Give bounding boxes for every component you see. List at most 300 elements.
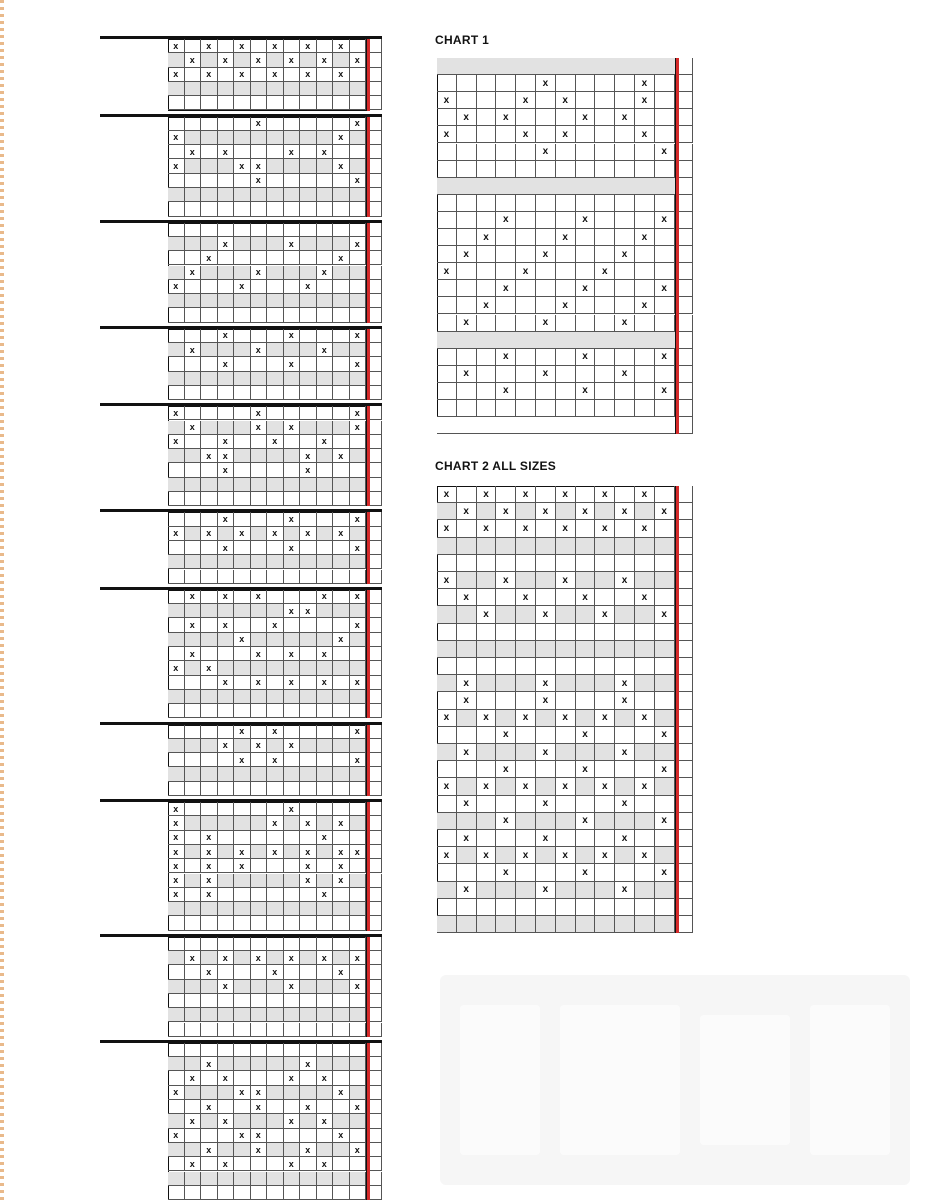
stitch-cell <box>234 202 251 216</box>
stitch-cell <box>615 761 635 778</box>
stitch-cell <box>516 246 536 263</box>
stitch-cell <box>516 366 536 383</box>
stitch-cell <box>201 1129 218 1143</box>
stitch-cell <box>350 937 367 951</box>
stitch-x-cell: x <box>251 117 268 131</box>
stitch-cell <box>185 406 202 420</box>
stitch-cell <box>300 202 317 216</box>
stitch-cell <box>516 916 536 933</box>
stitch-cell <box>317 386 334 400</box>
red-marker-line <box>367 329 370 401</box>
stitch-cell <box>267 223 284 237</box>
stitch-x-cell: x <box>350 421 367 435</box>
red-marker-line <box>367 117 370 217</box>
stitch-cell <box>477 658 497 675</box>
stitch-cell <box>185 1043 202 1057</box>
stitch-x-cell: x <box>284 647 301 661</box>
stitch-cell <box>457 161 477 178</box>
stitch-x-cell: x <box>457 744 477 761</box>
stitch-x-cell: x <box>317 145 334 159</box>
red-marker-line <box>367 1043 370 1200</box>
stitch-cell <box>556 315 576 332</box>
stitch-cell <box>333 570 350 584</box>
stitch-cell <box>536 109 556 126</box>
stitch-cell <box>251 767 268 781</box>
stitch-cell <box>333 1008 350 1022</box>
stitch-cell <box>284 174 301 188</box>
stitch-x-cell: x <box>437 847 457 864</box>
stitch-cell <box>234 1043 251 1057</box>
stitch-x-cell: x <box>556 778 576 795</box>
row-letter <box>679 417 693 434</box>
stitch-cell <box>267 131 284 145</box>
stitch-cell <box>201 343 218 357</box>
stitch-cell <box>350 888 367 902</box>
stitch-cell <box>168 1157 185 1171</box>
stitch-cell <box>477 538 497 555</box>
stitch-cell <box>333 541 350 555</box>
stitch-cell <box>536 761 556 778</box>
stitch-cell <box>536 916 556 933</box>
stitch-cell <box>267 704 284 718</box>
stitch-x-cell: x <box>576 349 596 366</box>
stitch-x-cell: x <box>333 449 350 463</box>
row-letter <box>370 223 382 237</box>
stitch-cell <box>655 847 675 864</box>
stitch-cell <box>201 237 218 251</box>
stitch-cell <box>615 727 635 744</box>
stitch-cell <box>218 1186 235 1200</box>
stitch-cell <box>556 744 576 761</box>
stitch-cell <box>333 223 350 237</box>
stitch-cell <box>350 604 367 618</box>
stitch-cell <box>595 92 615 109</box>
stitch-cell <box>251 1071 268 1085</box>
stitch-x-cell: x <box>350 237 367 251</box>
row-letter <box>679 589 693 606</box>
stitch-x-cell: x <box>350 951 367 965</box>
row-letter <box>370 965 382 979</box>
stitch-cell <box>317 725 334 739</box>
stitch-cell <box>267 570 284 584</box>
stitch-x-cell: x <box>556 710 576 727</box>
stitch-cell <box>350 145 367 159</box>
stitch-cell <box>317 329 334 343</box>
stitch-x-cell: x <box>300 604 317 618</box>
stitch-x-cell: x <box>201 39 218 53</box>
stitch-cell <box>168 555 185 569</box>
stitch-cell <box>284 555 301 569</box>
stitch-cell <box>437 195 457 212</box>
stitch-cell <box>536 624 556 641</box>
stitch-cell <box>635 555 655 572</box>
row-letter <box>370 1114 382 1128</box>
stitch-cell <box>185 512 202 526</box>
stitch-cell <box>595 589 615 606</box>
row-letter <box>370 951 382 965</box>
stitch-cell <box>333 1143 350 1157</box>
row-letter <box>679 916 693 933</box>
stitch-cell <box>595 916 615 933</box>
stitch-cell <box>437 144 457 161</box>
stitch-cell <box>234 541 251 555</box>
stitch-x-cell: x <box>333 1086 350 1100</box>
stitch-cell <box>635 212 655 229</box>
stitch-cell <box>496 263 516 280</box>
row-letter <box>370 980 382 994</box>
red-marker-line <box>367 223 370 323</box>
stitch-cell <box>576 538 596 555</box>
row-letter <box>370 421 382 435</box>
stitch-cell <box>437 555 457 572</box>
stitch-cell <box>496 520 516 537</box>
stitch-cell <box>168 590 185 604</box>
stitch-x-cell: x <box>201 68 218 82</box>
stitch-cell <box>185 478 202 492</box>
stitch-cell <box>267 782 284 796</box>
stitch-cell <box>300 492 317 506</box>
stitch-x-cell: x <box>251 159 268 173</box>
stitch-cell <box>556 830 576 847</box>
stitch-cell <box>185 1057 202 1071</box>
stitch-cell <box>516 383 536 400</box>
stitch-cell <box>201 604 218 618</box>
stitch-cell <box>576 916 596 933</box>
stitch-cell <box>234 1157 251 1171</box>
stitch-cell <box>234 1172 251 1186</box>
row-letter <box>370 512 382 526</box>
stitch-cell <box>595 796 615 813</box>
stitch-x-cell: x <box>317 647 334 661</box>
row-letter <box>370 1172 382 1186</box>
stitch-cell <box>284 188 301 202</box>
stitch-cell <box>168 188 185 202</box>
stitch-cell <box>496 126 516 143</box>
stitch-cell <box>317 372 334 386</box>
stitch-x-cell: x <box>477 606 497 623</box>
stitch-cell <box>267 916 284 930</box>
stitch-x-cell: x <box>556 572 576 589</box>
row-letter <box>370 1071 382 1085</box>
stitch-cell <box>333 831 350 845</box>
stitch-cell <box>234 704 251 718</box>
stitch-cell <box>234 676 251 690</box>
stitch-x-cell: x <box>267 435 284 449</box>
stitch-cell <box>185 131 202 145</box>
stitch-cell <box>333 82 350 96</box>
stitch-cell <box>536 847 556 864</box>
stitch-cell <box>185 874 202 888</box>
stitch-cell <box>350 555 367 569</box>
stitch-cell <box>300 478 317 492</box>
stitch-cell <box>234 647 251 661</box>
stitch-cell <box>317 478 334 492</box>
stitch-x-cell: x <box>168 159 185 173</box>
row-letter <box>370 874 382 888</box>
stitch-x-cell: x <box>556 297 576 314</box>
stitch-cell <box>457 297 477 314</box>
stitch-cell <box>185 676 202 690</box>
stitch-cell <box>218 131 235 145</box>
stitch-x-cell: x <box>284 357 301 371</box>
stitch-x-cell: x <box>284 1157 301 1171</box>
stitch-x-cell: x <box>234 633 251 647</box>
stitch-x-cell: x <box>201 874 218 888</box>
stitch-cell <box>477 916 497 933</box>
row-letter <box>370 463 382 477</box>
stitch-cell <box>168 604 185 618</box>
stitch-cell <box>556 538 576 555</box>
stitch-x-cell: x <box>185 590 202 604</box>
stitch-cell <box>300 1129 317 1143</box>
stitch-cell <box>284 661 301 675</box>
stitch-x-cell: x <box>595 606 615 623</box>
stitch-cell <box>300 767 317 781</box>
stitch-cell <box>284 159 301 173</box>
stitch-cell <box>635 882 655 899</box>
stitch-cell <box>201 96 218 110</box>
stitch-x-cell: x <box>350 676 367 690</box>
row-letter <box>370 159 382 173</box>
stitch-cell <box>218 343 235 357</box>
stitch-cell <box>437 297 457 314</box>
stitch-cell <box>267 1100 284 1114</box>
stitch-cell <box>300 357 317 371</box>
stitch-cell <box>168 1071 185 1085</box>
stitch-x-cell: x <box>317 676 334 690</box>
stitch-cell <box>516 899 536 916</box>
stitch-cell <box>218 704 235 718</box>
stitch-x-cell: x <box>496 813 516 830</box>
stitch-cell <box>576 75 596 92</box>
stitch-cell <box>635 280 655 297</box>
stitch-x-cell: x <box>333 845 350 859</box>
stitch-x-cell: x <box>284 237 301 251</box>
stitch-cell <box>333 767 350 781</box>
stitch-cell <box>516 195 536 212</box>
row-letter <box>679 641 693 658</box>
stitch-cell <box>218 1100 235 1114</box>
stitch-x-cell: x <box>496 503 516 520</box>
stitch-cell <box>234 435 251 449</box>
row-letter <box>679 109 693 126</box>
stitch-cell <box>635 572 655 589</box>
row-letter <box>370 357 382 371</box>
stitch-cell <box>185 570 202 584</box>
stitch-cell <box>516 641 536 658</box>
stitch-x-cell: x <box>168 816 185 830</box>
stitch-cell <box>201 1071 218 1085</box>
stitch-cell <box>267 294 284 308</box>
stitch-x-cell: x <box>300 527 317 541</box>
stitch-cell <box>615 555 635 572</box>
stitch-cell <box>655 297 675 314</box>
stitch-x-cell: x <box>218 449 235 463</box>
stitch-x-cell: x <box>234 159 251 173</box>
stitch-cell <box>477 675 497 692</box>
row-letter <box>370 1043 382 1057</box>
stitch-x-cell: x <box>218 541 235 555</box>
stitch-x-cell: x <box>477 847 497 864</box>
stitch-cell <box>457 212 477 229</box>
stitch-cell <box>267 1129 284 1143</box>
stitch-cell <box>477 727 497 744</box>
stitch-cell <box>251 661 268 675</box>
stitch-cell <box>218 372 235 386</box>
stitch-cell <box>284 590 301 604</box>
stitch-cell <box>477 75 497 92</box>
stitch-cell <box>300 1086 317 1100</box>
stitch-cell <box>576 830 596 847</box>
stitch-cell <box>595 899 615 916</box>
stitch-cell <box>317 633 334 647</box>
stitch-cell <box>317 555 334 569</box>
stitch-cell <box>655 538 675 555</box>
stitch-x-cell: x <box>168 831 185 845</box>
stitch-cell <box>615 297 635 314</box>
stitch-cell <box>350 633 367 647</box>
row-letter <box>370 704 382 718</box>
stitch-x-cell: x <box>300 1100 317 1114</box>
stitch-cell <box>168 570 185 584</box>
stitch-cell <box>536 486 556 503</box>
stitch-cell <box>576 658 596 675</box>
stitch-x-cell: x <box>496 212 516 229</box>
stitch-cell <box>556 144 576 161</box>
stitch-cell <box>350 782 367 796</box>
stitch-cell <box>333 1043 350 1057</box>
stitch-cell <box>234 357 251 371</box>
stitch-cell <box>516 229 536 246</box>
stitch-x-cell: x <box>350 53 367 67</box>
stitch-x-cell: x <box>496 572 516 589</box>
stitch-cell <box>615 813 635 830</box>
stitch-cell <box>437 882 457 899</box>
stitch-cell <box>556 212 576 229</box>
row-letter <box>679 178 693 195</box>
stitch-x-cell: x <box>185 343 202 357</box>
stitch-cell <box>300 782 317 796</box>
stitch-x-cell: x <box>635 126 655 143</box>
stitch-cell <box>300 570 317 584</box>
stitch-cell <box>333 888 350 902</box>
red-marker-line <box>367 590 370 719</box>
stitch-cell <box>333 1186 350 1200</box>
stitch-x-cell: x <box>251 1129 268 1143</box>
stitch-cell <box>516 864 536 881</box>
stitch-cell <box>284 937 301 951</box>
row-letter <box>370 343 382 357</box>
row-letter <box>370 435 382 449</box>
stitch-cell <box>168 145 185 159</box>
stitch-cell <box>218 661 235 675</box>
stitch-cell <box>655 263 675 280</box>
row-letter <box>370 753 382 767</box>
stitch-cell <box>267 1023 284 1037</box>
stitch-cell <box>635 744 655 761</box>
stitch-cell <box>185 859 202 873</box>
stitch-cell <box>576 229 596 246</box>
stitch-cell <box>457 144 477 161</box>
stitch-x-cell: x <box>300 1057 317 1071</box>
stitch-x-cell: x <box>516 847 536 864</box>
stitch-cell <box>350 916 367 930</box>
stitch-cell <box>516 161 536 178</box>
stitch-cell <box>350 96 367 110</box>
stitch-cell <box>655 589 675 606</box>
stitch-cell <box>437 624 457 641</box>
stitch-cell <box>317 68 334 82</box>
stitch-cell <box>300 1043 317 1057</box>
stitch-cell <box>267 739 284 753</box>
stitch-cell <box>201 994 218 1008</box>
stitch-cell <box>516 503 536 520</box>
stitch-cell <box>317 965 334 979</box>
stitch-cell <box>185 782 202 796</box>
stitch-cell <box>234 449 251 463</box>
stitch-x-cell: x <box>218 590 235 604</box>
stitch-cell <box>477 366 497 383</box>
stitch-cell <box>576 195 596 212</box>
stitch-cell <box>635 366 655 383</box>
row-letter <box>370 1186 382 1200</box>
stitch-cell <box>201 159 218 173</box>
stitch-cell <box>536 263 556 280</box>
stitch-cell <box>556 864 576 881</box>
stitch-cell <box>234 690 251 704</box>
stitch-cell <box>350 386 367 400</box>
stitch-cell <box>615 280 635 297</box>
stitch-cell <box>185 994 202 1008</box>
stitch-cell <box>536 229 556 246</box>
stitch-cell <box>251 251 268 265</box>
stitch-cell <box>576 847 596 864</box>
red-marker-line <box>367 39 370 111</box>
row-letter <box>370 280 382 294</box>
stitch-x-cell: x <box>218 237 235 251</box>
stitch-x-cell: x <box>317 435 334 449</box>
stitch-cell <box>350 1023 367 1037</box>
stitch-cell <box>218 888 235 902</box>
stitch-cell <box>168 980 185 994</box>
stitch-cell <box>201 512 218 526</box>
stitch-cell <box>317 767 334 781</box>
stitch-cell <box>218 753 235 767</box>
stitch-cell <box>218 174 235 188</box>
stitch-cell <box>267 951 284 965</box>
stitch-cell <box>635 349 655 366</box>
stitch-cell <box>333 117 350 131</box>
stitch-cell <box>333 725 350 739</box>
stitch-cell <box>556 624 576 641</box>
stitch-cell <box>284 1043 301 1057</box>
row-letter <box>679 263 693 280</box>
stitch-cell <box>317 618 334 632</box>
stitch-cell <box>477 109 497 126</box>
stitch-cell <box>267 372 284 386</box>
stitch-cell <box>655 366 675 383</box>
stitch-cell <box>477 315 497 332</box>
stitch-cell <box>457 606 477 623</box>
stitch-x-cell: x <box>477 710 497 727</box>
stitch-cell <box>576 126 596 143</box>
stitch-cell <box>457 520 477 537</box>
stitch-x-cell: x <box>615 744 635 761</box>
stitch-cell <box>185 1129 202 1143</box>
stitch-cell <box>635 624 655 641</box>
stitch-cell <box>536 572 556 589</box>
stitch-cell <box>284 1186 301 1200</box>
